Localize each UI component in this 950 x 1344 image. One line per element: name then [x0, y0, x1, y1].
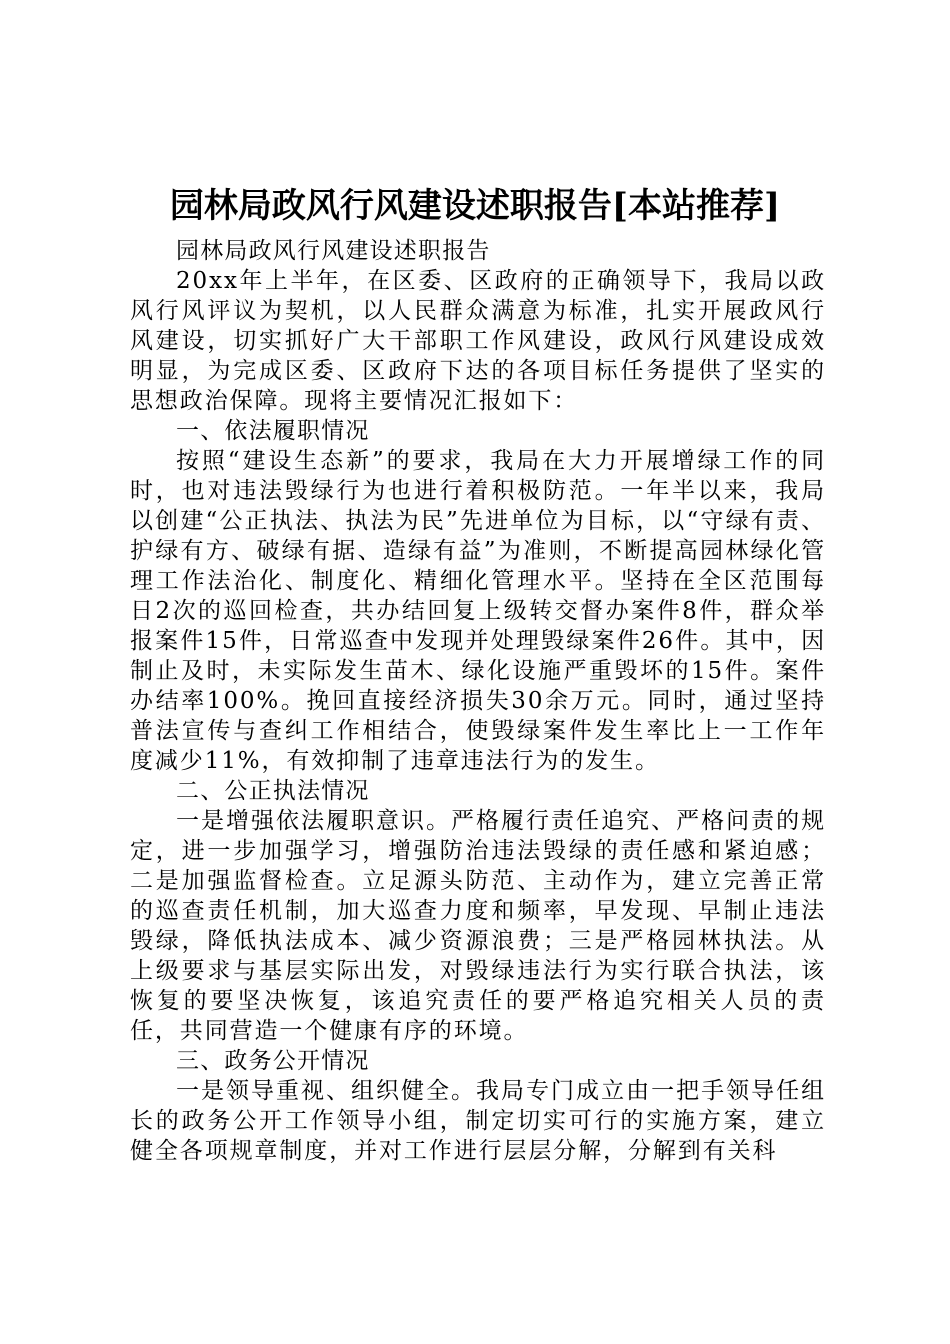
section-1-paragraph: 按照“建设生态新”的要求，我局在大力开展增绿工作的同时，也对违法毁绿行为也进行着积极防范。一年半以来，我局以创建“公正执法、执法为民”先进单位为目标，以“守绿有责、护绿有方、破绿有据、造绿有益”为准则，不断提高园林绿化管理工作法治化、制度化、精细化管理水平。坚持在全区范围每日2次的巡回检查，共办结回复上级转交督办案件8件，群众举报案件15件，日常巡查中发现并处理毁绿案件26件。其中，因制止及时，未实际发生苗木、绿化设施严重毁坏的15件。案件办结率100%。挽回直接经济损失30余万元。同时，通过坚持普法宣传与查纠工作相结合，使毁绿案件发生率比上一工作年度减少11%，有效抑制了违章违法行为的发生。 [130, 448, 826, 774]
subtitle-heading: 园林局政风行风建设述职报告 [176, 238, 491, 264]
intro-paragraph: 20xx年上半年，在区委、区政府的正确领导下，我局以政风行风评议为契机，以人民群众满意为标准，扎实开展政风行风建设，切实抓好广大干部职工作风建设，政风行风建设成效明显，为完成区委、区政府下达的各项目标任务提供了坚实的思想政治保障。现将主要情况汇报如下： [130, 268, 826, 414]
section-heading-2: 二、公正执法情况 [176, 778, 370, 804]
section-3-paragraph: 一是领导重视、组织健全。我局专门成立由一把手领导任组长的政务公开工作领导小组，制定切实可行的实施方案，建立健全各项规章制度，并对工作进行层层分解，分解到有关科 [130, 1078, 826, 1164]
document-body [130, 236, 826, 1166]
section-2-paragraph: 一是增强依法履职意识。严格履行责任追究、严格问责的规定，进一步加强学习，增强防治违法毁绿的责任感和紧迫感；二是加强监督检查。立足源头防范、主动作为，建立完善正常的巡查责任机制，加大巡查力度和频率，早发现、早制止违法毁绿，降低执法成本、减少资源浪费；三是严格园林执法。从上级要求与基层实际出发，对毁绿违法行为实行联合执法，该恢复的要坚决恢复，该追究责任的要严格追究相关人员的责任，共同营造一个健康有序的环境。 [130, 808, 826, 1044]
section-heading-3: 三、政务公开情况 [176, 1048, 370, 1074]
section-heading-1: 一、依法履职情况 [176, 418, 370, 444]
document-title: 园林局政风行风建设述职报告[本站推荐] [169, 186, 781, 226]
